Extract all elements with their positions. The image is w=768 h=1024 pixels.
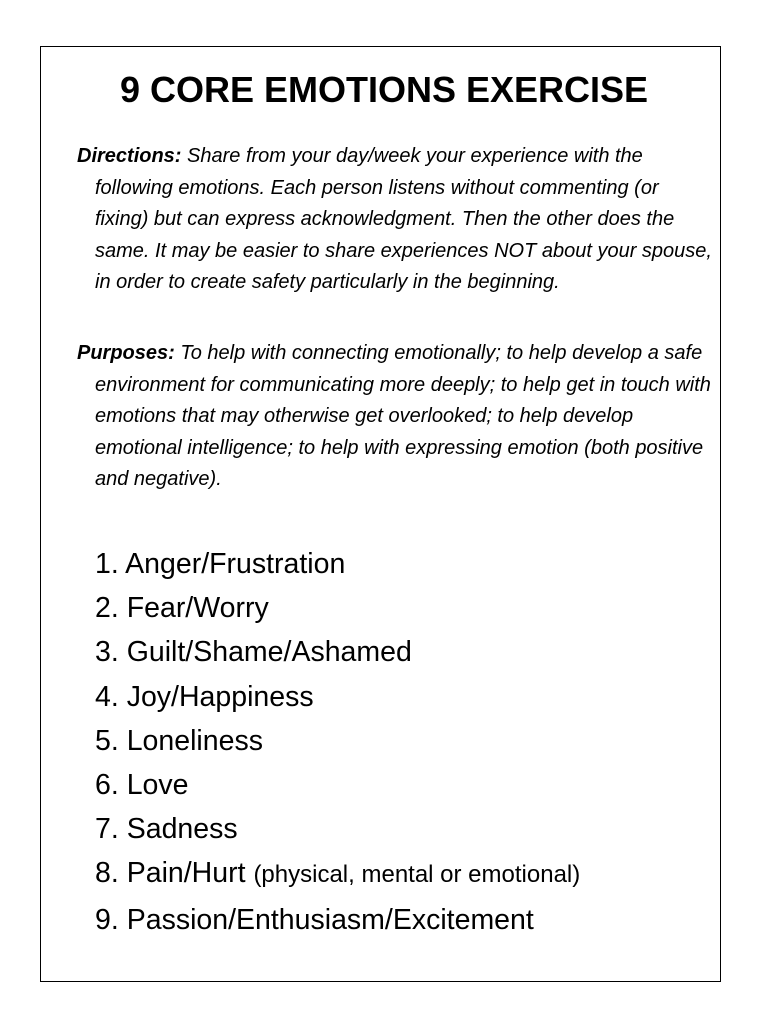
emotion-number: 1. [95,548,119,580]
emotion-item [95,898,580,942]
emotion-name: Guilt/Shame/Ashamed [126,636,412,669]
emotion-item [95,851,580,897]
emotion-number: 3. [95,636,119,669]
emotion-name: Passion/Enthusiasm/Excitement [126,903,534,936]
directions-paragraph [77,141,715,299]
emotion-number: 5. [95,724,119,757]
page-title: 9 CORE EMOTIONS EXERCISE [119,69,649,110]
emotion-number: 7. [95,813,119,846]
emotion-item [95,675,580,719]
emotion-note: (physical, mental or emotional) [253,861,581,889]
emotion-number: 2. [95,592,119,625]
emotion-name: Pain/Hurt [126,857,246,890]
emotion-name: Sadness [126,813,238,846]
emotion-item [95,542,580,586]
emotion-list [95,542,580,942]
emotion-item [95,630,580,674]
emotion-name: Loneliness [126,724,263,757]
directions-label: Directions: [77,145,182,167]
purposes-text: To help with connecting emotionally; to help develop a safe environment for communicating more deeply; to help get in touch with emotions that may otherwise get overlooked; to help develop emotional intelligence; to help with expressing emotion (both positive and negative). [95,342,711,490]
emotion-number: 9. [95,903,119,936]
emotion-item [95,763,580,807]
emotion-item [95,719,580,763]
emotion-number: 8. [95,857,119,890]
emotion-name: Fear/Worry [126,592,269,625]
directions-text: Share from your day/week your experience with the following emotions. Each person listens without commenting (or fixing) but can express acknowledgment. Then the other does the same. It may be easier to share experiences NOT about your spouse, in order to create safety particularly in the beginning. [95,145,712,293]
emotion-item [95,807,580,851]
emotion-number: 4. [95,680,119,713]
emotion-name: Love [126,769,189,802]
emotion-name: Joy/Happiness [126,680,314,713]
purposes-label: Purposes: [77,342,175,364]
emotion-number: 6. [95,769,119,802]
purposes-paragraph [77,338,715,496]
emotion-item [95,586,580,630]
emotion-name: Anger/Frustration [125,548,346,580]
